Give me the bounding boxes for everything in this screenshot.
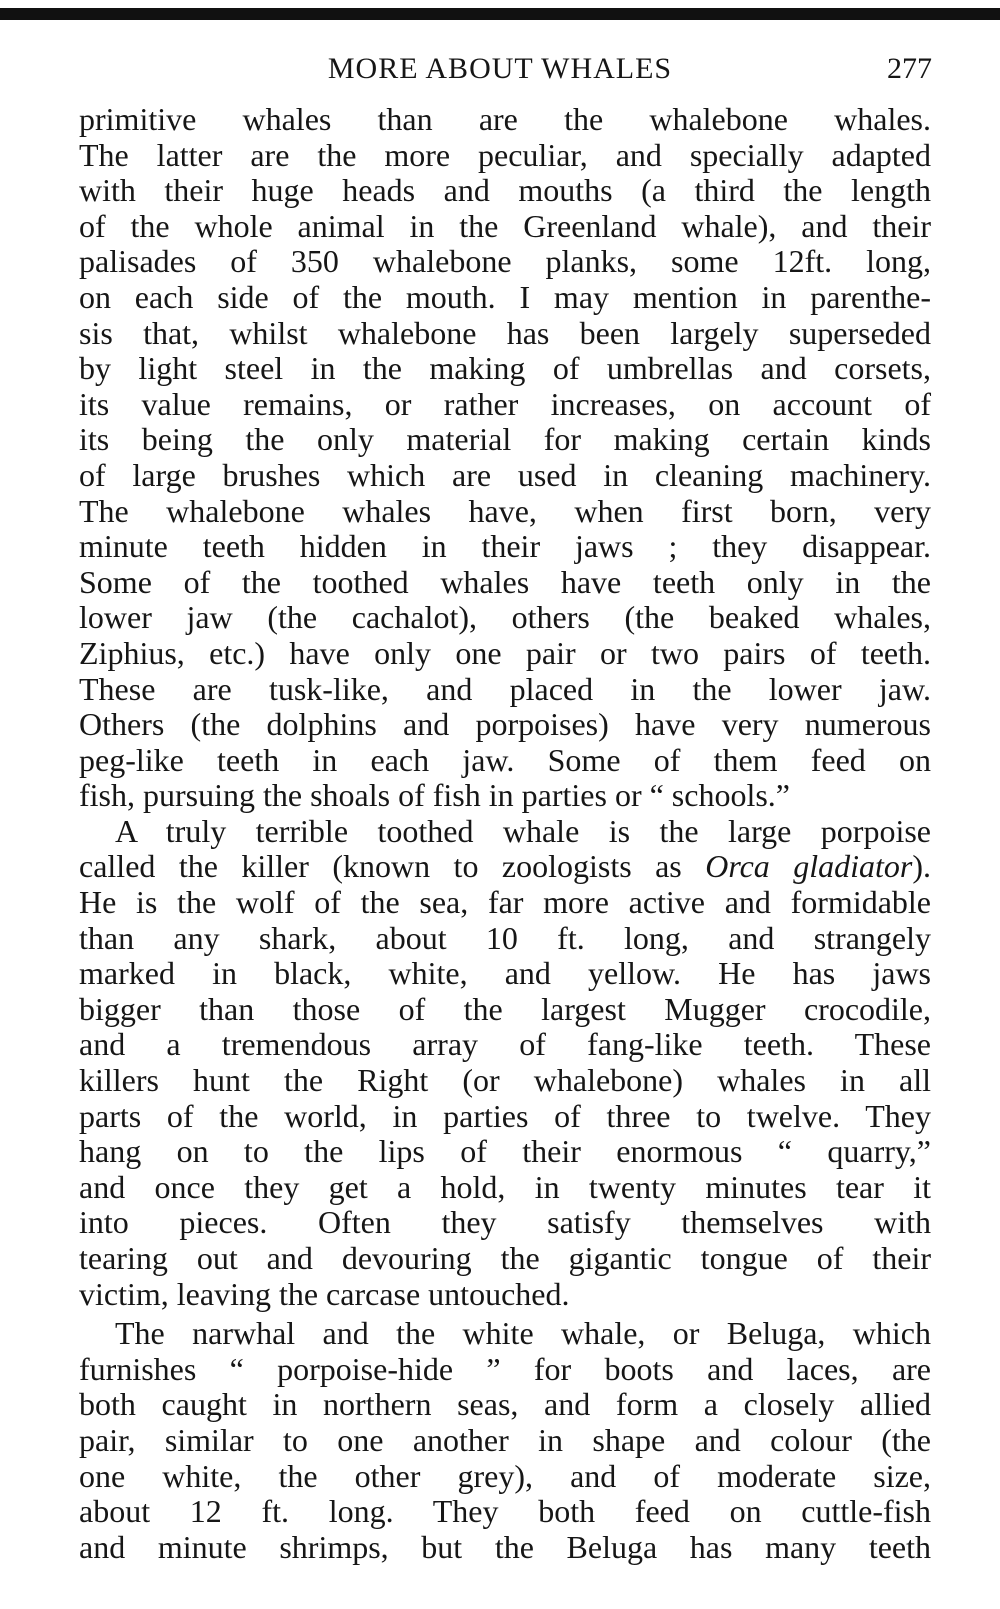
text-line: peg-like teeth in each jaw. Some of them feed on: [79, 741, 931, 778]
text-line: of large brushes which are used in cleaning machinery.: [79, 456, 931, 493]
text-line: These are tusk-like, and placed in the lower jaw.: [79, 670, 931, 707]
text-line: fish, pursuing the shoals of fish in parties or “ schools.”: [79, 777, 790, 814]
text-line: Ziphius, etc.) have only one pair or two pairs of teeth.: [79, 634, 931, 671]
text-line-with-italic: [79, 849, 931, 885]
text-line: marked in black, white, and yellow. He has jaws: [79, 955, 931, 992]
text-line: its value remains, or rather increases, on account of: [79, 385, 931, 422]
text-segment: ).: [912, 848, 932, 885]
text-line: The latter are the more peculiar, and specially adapted: [79, 136, 931, 173]
running-head: [0, 52, 1000, 92]
paragraph-2: [79, 814, 931, 1312]
text-line: and minute shrimps, but the Beluga has many teeth: [79, 1528, 931, 1565]
text-line: palisades of 350 whalebone planks, some 12ft. long,: [79, 243, 931, 280]
text-line: Some of the toothed whales have teeth only in the: [79, 563, 931, 600]
text-segment: called the killer (known to zoologists as: [79, 848, 706, 885]
text-line: its being the only material for making certain kinds: [79, 421, 931, 458]
text-line: bigger than those of the largest Mugger crocodile,: [79, 990, 931, 1027]
text-line: victim, leaving the carcase untouched.: [79, 1275, 570, 1312]
text-line: on each side of the mouth. I may mention in parenthe-: [79, 278, 931, 315]
page-number: 277: [887, 52, 932, 85]
text-line: killers hunt the Right (or whalebone) whales in all: [79, 1062, 931, 1099]
text-line: than any shark, about 10 ft. long, and strangely: [79, 919, 931, 956]
italic-species-name: Orca gladiator: [705, 848, 913, 885]
text-line: of the whole animal in the Greenland whale), and their: [79, 207, 931, 244]
text-line: furnishes “ porpoise-hide ” for boots and laces, are: [79, 1350, 931, 1387]
text-line: about 12 ft. long. They both feed on cuttle-fish: [79, 1493, 931, 1530]
text-line: sis that, whilst whalebone has been largely superseded: [79, 314, 931, 351]
text-line: The narwhal and the white whale, or Beluga, which: [115, 1315, 931, 1352]
text-line: primitive whales than are the whalebone whales.: [79, 101, 931, 137]
text-line: A truly terrible toothed whale is the large porpoise: [115, 812, 931, 849]
text-line: lower jaw (the cachalot), others (the beaked whales,: [79, 599, 931, 636]
text-body: [79, 102, 931, 1565]
text-line: by light steel in the making of umbrellas and corsets,: [79, 350, 931, 387]
text-line: parts of the world, in parties of three to twelve. They: [79, 1097, 931, 1134]
text-line: He is the wolf of the sea, far more active and formidable: [79, 884, 931, 921]
text-line: into pieces. Often they satisfy themselves with: [79, 1204, 931, 1241]
text-line: both caught in northern seas, and form a closely allied: [79, 1386, 931, 1423]
top-rule: [0, 8, 1000, 20]
text-line: and once they get a hold, in twenty minutes tear it: [79, 1168, 931, 1205]
text-line: Others (the dolphins and porpoises) have very numerous: [79, 706, 931, 743]
text-line: The whalebone whales have, when first born, very: [79, 492, 931, 529]
text-line: one white, the other grey), and of moderate size,: [79, 1457, 931, 1494]
text-line: minute teeth hidden in their jaws ; they disappear.: [79, 528, 931, 565]
text-line: tearing out and devouring the gigantic tongue of their: [79, 1240, 931, 1276]
text-line: with their huge heads and mouths (a third the length: [79, 172, 931, 209]
paragraph-1: [79, 102, 931, 814]
text-line: pair, similar to one another in shape and colour (the: [79, 1421, 931, 1458]
text-line: hang on to the lips of their enormous “ quarry,”: [79, 1133, 931, 1170]
page-title: MORE ABOUT WHALES: [327, 52, 673, 85]
text-line: and a tremendous array of fang-like teeth. These: [79, 1026, 931, 1063]
paragraph-3: [79, 1316, 931, 1565]
